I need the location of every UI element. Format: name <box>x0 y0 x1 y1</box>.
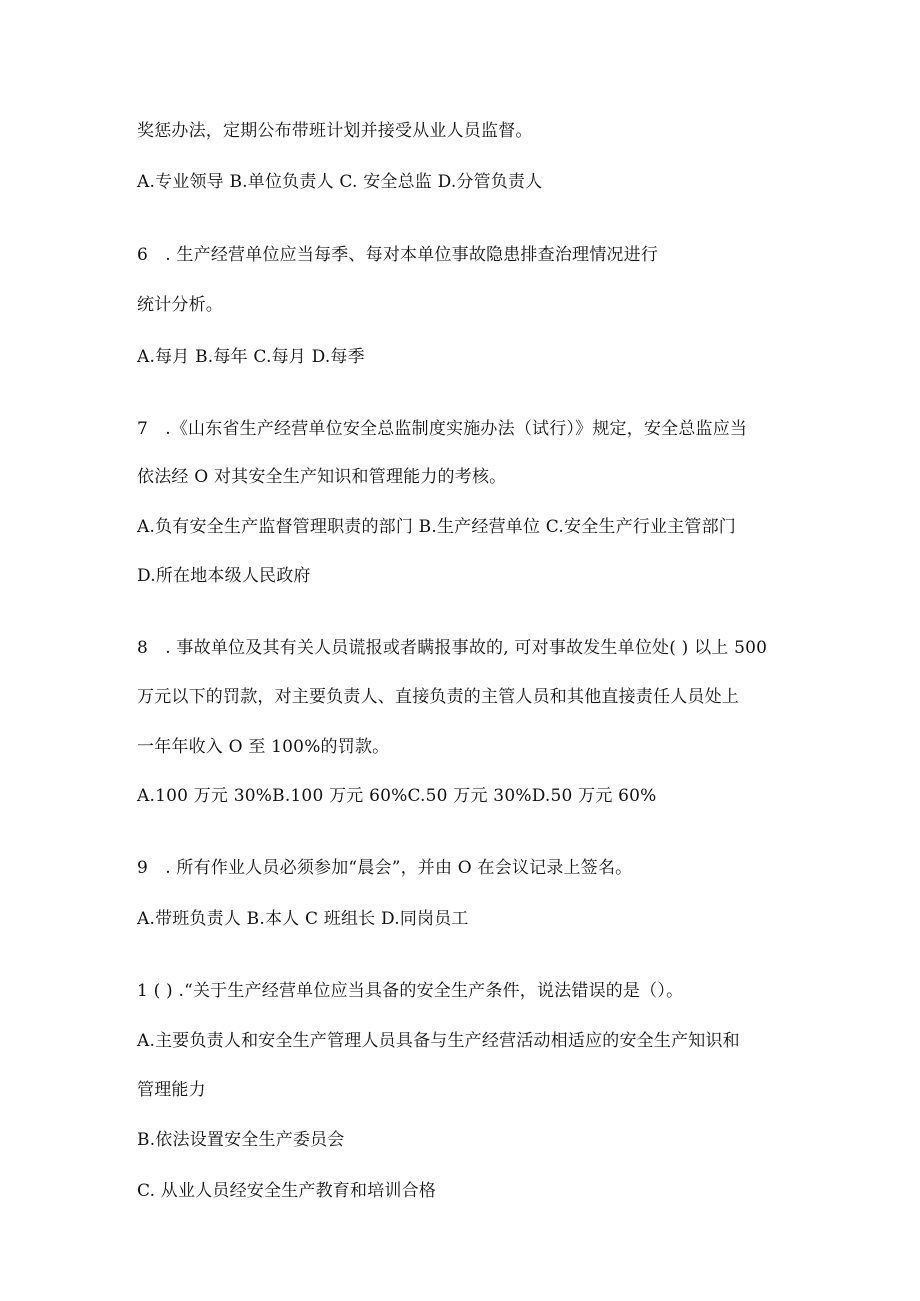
q10-option-c: C. 从业人员经安全生产教育和培训合格 <box>137 1181 437 1201</box>
q7-question-line-1: 7 .《山东省生产经营单位安全总监制度实施办法（试行）》规定，安全总监应当 <box>137 419 748 439</box>
q5-options: A.专业领导 B.单位负责人 C. 安全总监 D.分管负责人 <box>137 172 543 192</box>
q10-question: 1 ( ) .“关于生产经营单位应当具备的安全生产条件，说法错误的是（）。 <box>137 981 684 1001</box>
q8-question-line-3: 一年年收入 O 至 100%的罚款。 <box>137 737 390 757</box>
q9-options: A.带班负责人 B.本人 C 班组长 D.同岗员工 <box>137 909 469 929</box>
q7-options-line-1: A.负有安全生产监督管理职责的部门 B.生产经营单位 C.安全生产行业主管部门 <box>137 517 736 537</box>
q10-option-a-line-2: 管理能力 <box>137 1080 206 1100</box>
q6-question-line-2: 统计分析。 <box>137 295 223 315</box>
q8-question-line-1: 8 . 事故单位及其有关人员谎报或者瞒报事故的, 可对事故发生单位处( ) 以上 500 <box>137 638 768 658</box>
q6-question-line-1: 6 . 生产经营单位应当每季、每对本单位事故隐患排查治理情况进行 <box>137 245 659 265</box>
text-line-reward-punishment: 奖惩办法，定期公布带班计划并接受从业人员监督。 <box>137 121 533 141</box>
q9-question: 9 . 所有作业人员必须参加“晨会”，并由 O 在会议记录上签名。 <box>137 858 633 878</box>
q10-option-b: B.依法设置安全生产委员会 <box>137 1130 345 1150</box>
q7-question-line-2: 依法经 O 对其安全生产知识和管理能力的考核。 <box>137 467 507 487</box>
q8-options: A.100 万元 30%B.100 万元 60%C.50 万元 30%D.50 万元 60% <box>137 786 657 806</box>
q8-question-line-2: 万元以下的罚款，对主要负责人、直接负责的主管人员和其他直接责任人员处上 <box>137 687 739 707</box>
q7-options-line-2: D.所在地本级人民政府 <box>137 566 311 586</box>
q6-options: A.每月 B.每年 C.每月 D.每季 <box>137 347 365 367</box>
q10-option-a-line-1: A.主要负责人和安全生产管理人员具备与生产经营活动相适应的安全生产知识和 <box>137 1031 740 1051</box>
